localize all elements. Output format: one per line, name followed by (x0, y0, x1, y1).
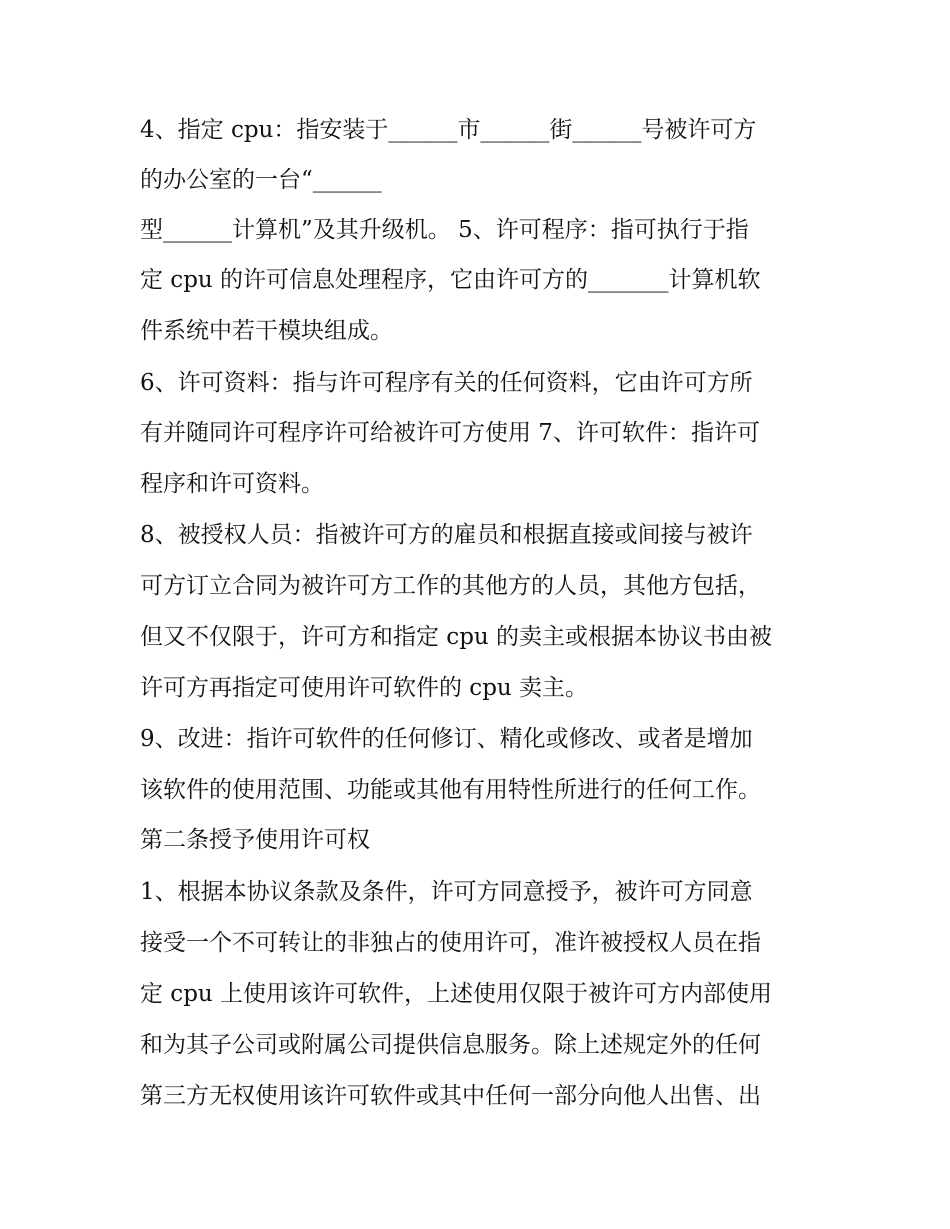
text-line: 第三方无权使用该许可软件或其中任何一部分向他人出售、出 (140, 1083, 761, 1109)
text-line: 定 cpu 上使用该许可软件，上述使用仅限于被许可方内部使用 (140, 981, 773, 1007)
text-line: 和为其子公司或附属公司提供信息服务。除上述规定外的任何 (140, 1032, 761, 1058)
section-heading: 第二条授予使用许可权 (140, 827, 370, 853)
text-line: 9、改进：指许可软件的任何修订、精化或修改、或者是增加 (140, 726, 753, 752)
text-line: 的办公室的一台“______ (140, 167, 382, 193)
text-line: 程序和许可资料。 (140, 471, 324, 497)
text-line: 但又不仅限于，许可方和指定 cpu 的卖主或根据本协议书由被 (140, 624, 773, 650)
text-line: 件系统中若干模块组成。 (140, 318, 393, 344)
text-line: 有并随同许可程序许可给被许可方使用 7、许可软件：指许可 (140, 420, 760, 446)
text-line: 型______计算机”及其升级机。 5、许可程序：指可执行于指 (140, 217, 749, 243)
text-line: 1、根据本协议条款及条件，许可方同意授予，被许可方同意 (140, 879, 753, 905)
text-line: 该软件的使用范围、功能或其他有用特性所进行的任何工作。 (140, 777, 761, 803)
text-line: 可方订立合同为被许可方工作的其他方的人员，其他方包括， (140, 573, 761, 599)
text-line: 4、指定 cpu：指安装于______市______街______号被许可方 (140, 117, 757, 143)
text-line: 8、被授权人员：指被许可方的雇员和根据直接或间接与被许 (140, 522, 753, 548)
text-line: 定 cpu 的许可信息处理程序，它由许可方的_______计算机软 (140, 267, 761, 293)
text-line: 许可方再指定可使用许可软件的 cpu 卖主。 (140, 675, 589, 701)
text-line: 接受一个不可转让的非独占的使用许可，准许被授权人员在指 (140, 930, 761, 956)
text-line: 6、许可资料：指与许可程序有关的任何资料，它由许可方所 (140, 370, 753, 396)
